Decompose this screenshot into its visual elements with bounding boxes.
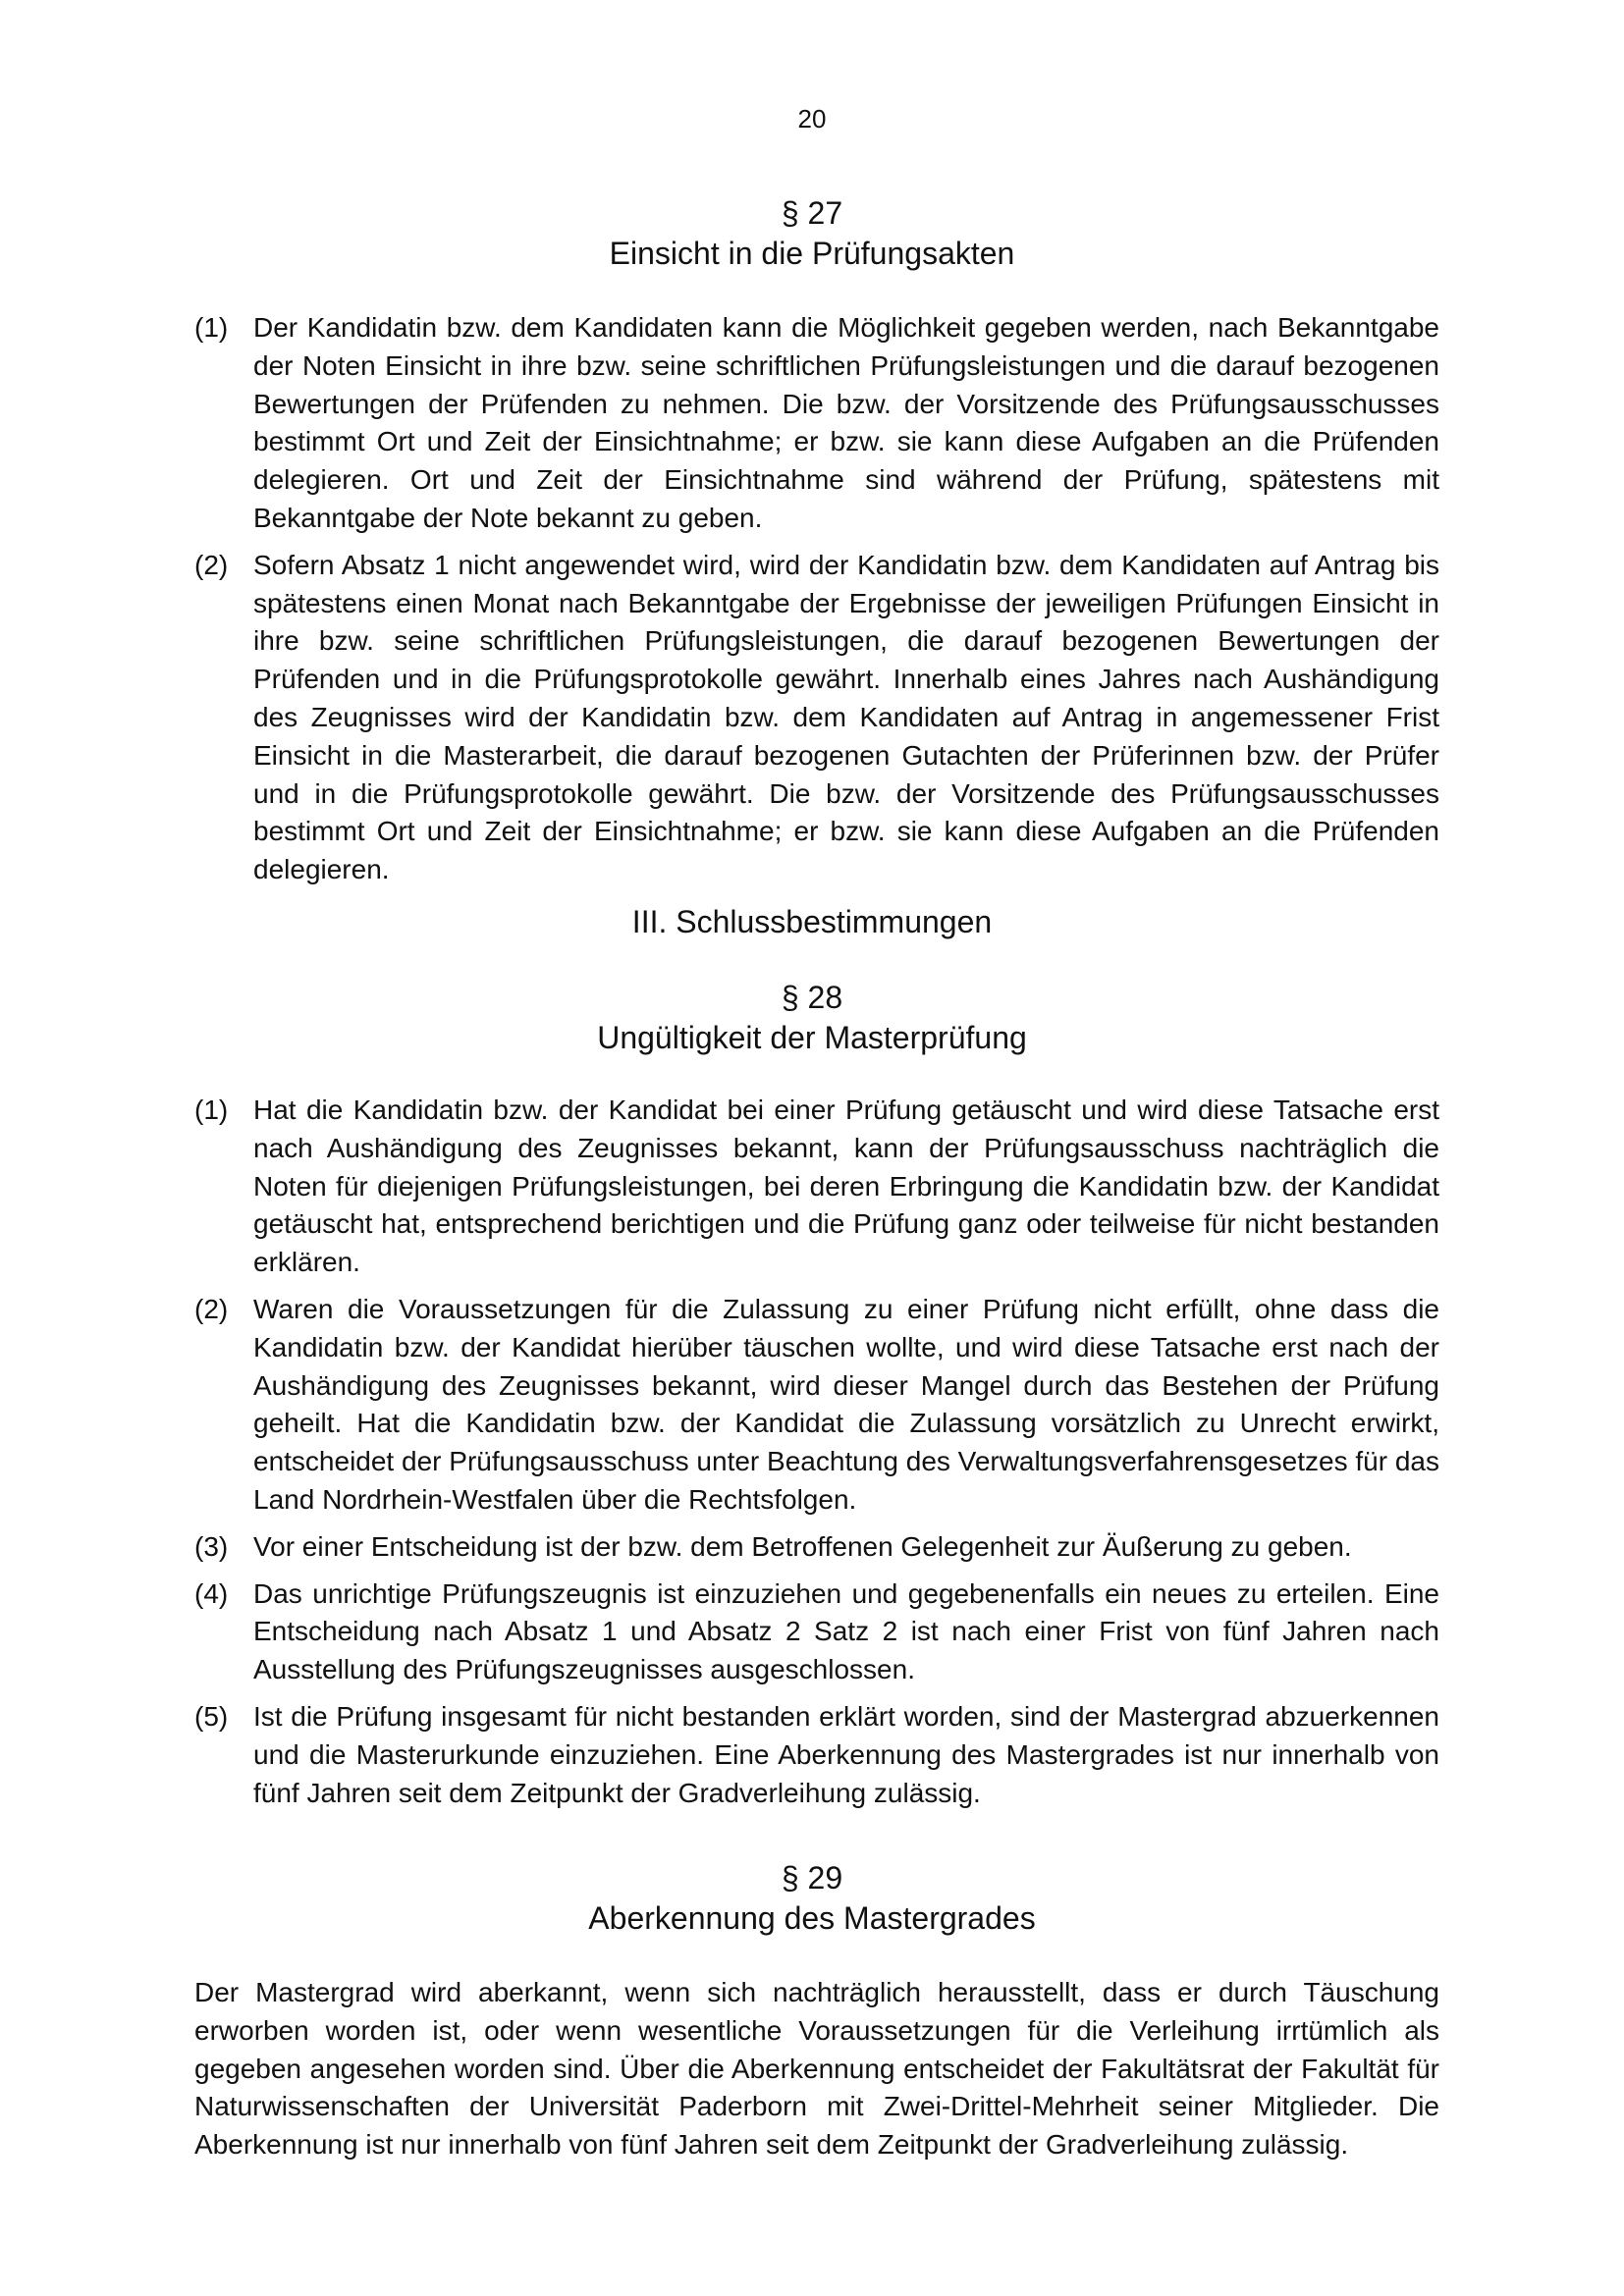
section-28-title: Ungültigkeit der Masterprüfung [597, 1020, 1027, 1055]
section-29-heading [0, 1858, 1624, 1939]
section-28-list [194, 1092, 1439, 1821]
item-number: (4) [194, 1577, 229, 1609]
list-item [194, 1092, 1439, 1282]
item-number: (2) [194, 1293, 229, 1324]
section-27-number: § 27 [781, 195, 843, 231]
section-29-number: § 29 [781, 1860, 843, 1896]
list-item [194, 1575, 1439, 1689]
section-27-heading [0, 193, 1624, 274]
item-number: (1) [194, 1095, 229, 1125]
item-text: Waren die Voraussetzungen für die Zulassung zu einer Prüfung nicht erfüllt, ohne dass die Kandidatin bzw. der Kandidat hierüber täuschen wollte, und wird diese Tatsache erst nach der Aushändigung des Zeugnisses bekannt, wird dieser Mangel durch das Bestehen der Prüfung geheilt. Hat die Kandidatin bzw. der Kandidat die Zulassung vorsätzlich zu Unrecht erwirkt, entscheidet der Prüfungsausschuss unter Beachtung des Verwaltungsverfahrensgesetzes für das Land Nordrhein-Westfalen über die Rechtsfolgen. [253, 1293, 1439, 1515]
item-text: Ist die Prüfung insgesamt für nicht bestanden erklärt worden, sind der Mastergrad abzuerkennen und die Masterurkunde einzuziehen. Eine Aberkennung des Mastergrades ist nur innerhalb von fünf Jahren seit dem Zeitpunkt der Gradverleihung zulässig. [253, 1700, 1439, 1808]
item-text: Sofern Absatz 1 nicht angewendet wird, wird der Kandidatin bzw. dem Kandidaten auf Antrag bis spätestens einen Monat nach Bekanntgabe der Ergebnisse der jeweiligen Prüfungen Einsicht in ihre bzw. seine schriftlichen Prüfungsleistungen, die darauf bezogenen Bewertungen der Prüfenden und in die Prüfungsprotokolle gewährt. Innerhalb eines Jahres nach Aushändigung des Zeugnisses wird der Kandidatin bzw. dem Kandidaten auf Antrag in angemessener Frist Einsicht in die Masterarbeit, die darauf bezogenen Gutachten der Prüferinnen bzw. der Prüfer und in die Prüfungsprotokolle gewährt. Die bzw. der Vorsitzende des Prüfungsausschusses bestimmt Ort und Zeit der Einsichtnahme; er bzw. sie kann diese Aufgaben an die Prüfenden delegieren. [253, 549, 1439, 885]
part-3-heading [0, 902, 1624, 942]
list-item [194, 1528, 1439, 1567]
item-number: (1) [194, 312, 229, 343]
item-number: (5) [194, 1700, 229, 1732]
item-number: (2) [194, 549, 229, 580]
section-28-number: § 28 [781, 980, 843, 1015]
item-text: Der Kandidatin bzw. dem Kandidaten kann die Möglichkeit gegeben werden, nach Bekanntgabe der Noten Einsicht in ihre bzw. seine schriftlichen Prüfungsleistungen und die darauf bezogenen Bewertungen der Prüfenden zu nehmen. Die bzw. der Vorsitzende des Prüfungsausschusses bestimmt Ort und Zeit der Einsichtnahme; er bzw. sie kann diese Aufgaben an die Prüfenden delegieren. Ort und Zeit der Einsichtnahme sind während der Prüfung, spätestens mit Bekanntgabe der Note bekannt zu geben. [253, 312, 1439, 533]
section-29-paragraph: Der Mastergrad wird aberkannt, wenn sich nachträglich herausstellt, dass er durch Täuschung erworben worden ist, oder wenn wesentliche Voraussetzungen für die Verleihung irrtümlich als gegeben angesehen worden sind. Über die Aberkennung entscheidet der Fakultätsrat der Fakultät für Naturwissenschaften der Universität Paderborn mit Zwei-Drittel-Mehrheit seiner Mitglieder. Die Aberkennung ist nur innerhalb von fünf Jahren seit dem Zeitpunkt der Gradverleihung zulässig. [194, 1977, 1439, 2161]
list-item [194, 1291, 1439, 1520]
part-3-title: III. Schlussbestimmungen [631, 904, 993, 939]
list-item [194, 547, 1439, 889]
section-29-title: Aberkennung des Mastergrades [588, 1900, 1036, 1936]
item-text: Das unrichtige Prüfungszeugnis ist einzuziehen und gegebenenfalls ein neues zu erteilen. Eine Entscheidung nach Absatz 1 und Absatz 2 Satz 2 ist nach einer Frist von fünf Jahren nach Ausstellung des Prüfungszeugnisses ausgeschlossen. [253, 1577, 1439, 1685]
item-text: Vor einer Entscheidung ist der bzw. dem Betroffenen Gelegenheit zur Äußerung zu geben. [253, 1530, 1352, 1562]
section-28-heading [0, 978, 1624, 1058]
item-number: (3) [194, 1530, 229, 1562]
section-27-title: Einsicht in die Prüfungsakten [609, 236, 1015, 271]
list-item [194, 309, 1439, 538]
item-text: Hat die Kandidatin bzw. der Kandidat bei einer Prüfung getäuscht und wird diese Tatsache erst nach Aushändigung des Zeugnisses bekannt, kann der Prüfungsausschuss nachträglich die Noten für diejenigen Prüfungsleistungen, bei deren Erbringung die Kandidatin bzw. der Kandidat getäuscht hat, entsprechend berichtigen und die Prüfung ganz oder teilweise für nicht bestanden erklären. [253, 1095, 1439, 1278]
page-number: 20 [797, 104, 827, 133]
section-27-list [194, 309, 1439, 898]
list-item [194, 1698, 1439, 1812]
